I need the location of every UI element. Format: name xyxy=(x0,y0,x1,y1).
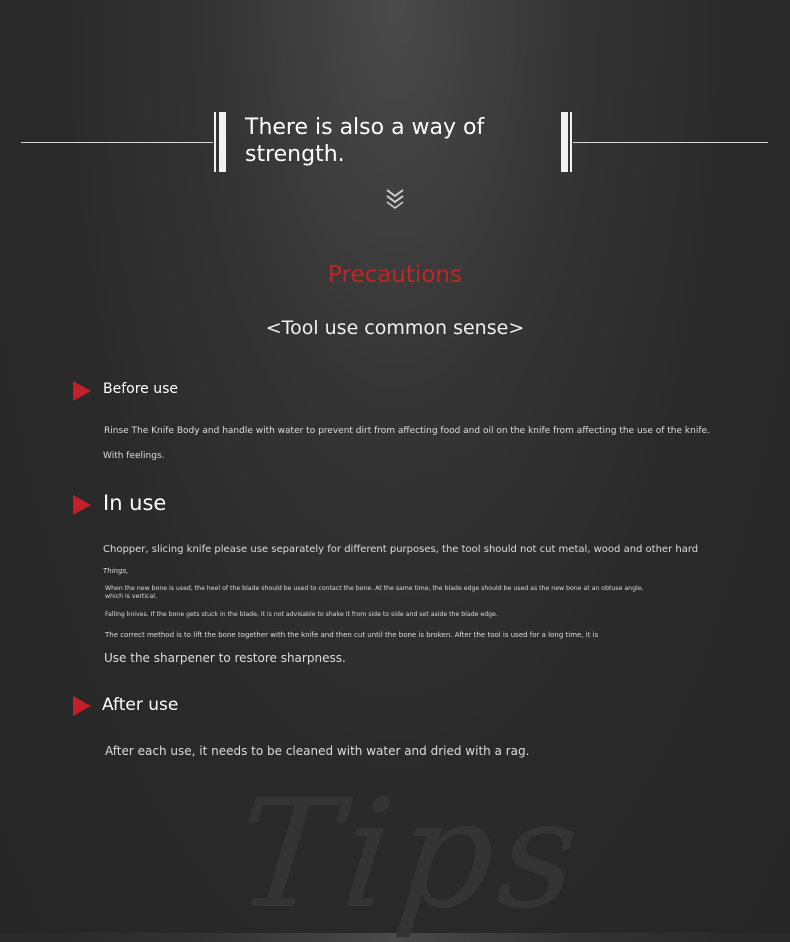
tips-watermark: Tips xyxy=(228,768,593,942)
after-use-text: After each use, it needs to be cleaned with water and dried with a rag. xyxy=(105,744,530,758)
triangle-right-icon xyxy=(73,381,91,401)
header-bar xyxy=(214,112,216,172)
header-bar xyxy=(219,112,226,172)
slogan-cutoff-decoration xyxy=(340,104,510,112)
before-use-text: With feelings. xyxy=(103,451,165,461)
in-use-text: Use the sharpener to restore sharpness. xyxy=(104,651,346,665)
in-use-text: Falling knives. If the bone gets stuck in the blade, it is not advisable to shake it from side to side and set aside the blade edge. xyxy=(105,611,498,618)
triangle-right-icon xyxy=(73,696,91,716)
section-heading-after-use: After use xyxy=(102,695,179,715)
page-subtitle: <Tool use common sense> xyxy=(265,317,525,339)
in-use-text: Chopper, slicing knife please use separately for different purposes, the tool should not cut metal, wood and other hard xyxy=(103,544,699,555)
in-use-text: Things, xyxy=(103,567,129,575)
header-line-left xyxy=(21,142,213,143)
header-bar xyxy=(570,112,572,172)
double-chevron-down-icon xyxy=(385,186,405,210)
slogan-line-2: strength. xyxy=(245,142,345,167)
before-use-text: Rinse The Knife Body and handle with water to prevent dirt from affecting food and oil on the knife from affecting the use of the knife. xyxy=(104,426,710,436)
slogan-line-1: There is also a way of xyxy=(245,115,485,140)
page-title: Precautions xyxy=(328,262,462,288)
in-use-text: The correct method is to lift the bone together with the knife and then cut until the bone is broken. After the tool is used for a long time, it is xyxy=(105,631,599,639)
section-heading-before-use: Before use xyxy=(103,381,179,397)
section-heading-in-use: In use xyxy=(103,491,167,515)
triangle-right-icon xyxy=(73,495,91,515)
header-bar xyxy=(561,112,568,172)
slogan xyxy=(245,114,545,168)
header-line-right xyxy=(573,142,768,143)
in-use-text: When the new bone is used, the heel of the blade should be used to contact the bone. At the same time, the blade edge should be used as the new bone at an obtuse angle, xyxy=(105,585,644,592)
in-use-text: which is vertical. xyxy=(105,593,157,600)
